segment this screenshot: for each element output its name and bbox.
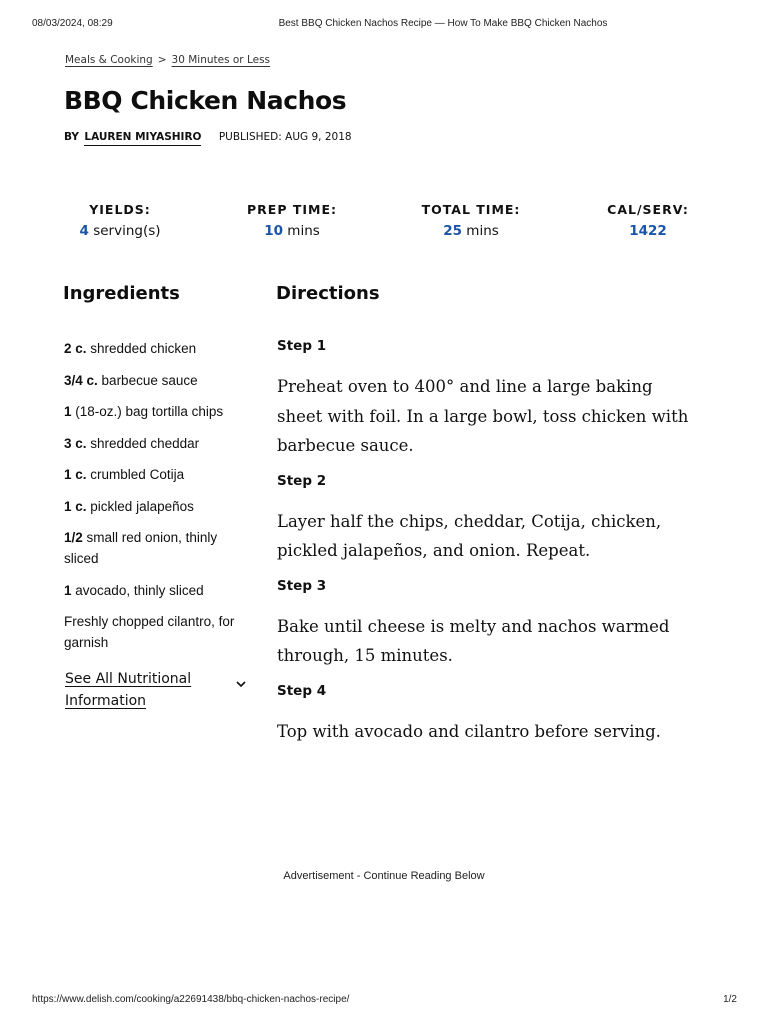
recipe-title: BBQ Chicken Nachos [64,86,347,115]
byline [64,131,352,143]
ingredient-amount: 1 [64,582,72,598]
step-text: Top with avocado and cilantro before serving. [277,721,661,741]
directions-heading: Directions [276,283,380,304]
stat-total-time [401,202,541,239]
by-label: BY [64,131,80,143]
step-label: Step 3 [277,577,327,594]
stat-value: 1422 [629,223,667,239]
author-link[interactable]: LAUREN MIYASHIRO [84,131,201,146]
breadcrumb-30-minutes[interactable]: 30 Minutes or Less [171,54,271,66]
stat-value: 4 [79,223,89,239]
stat-yields [50,202,190,239]
ingredient-text: barbecue sauce [101,372,198,388]
print-datetime: 08/03/2024, 08:29 [32,18,113,29]
breadcrumb [65,54,270,66]
step-text: Bake until cheese is melty and nachos warmed through, 15 minutes. [277,616,670,665]
ingredient-amount: 3 c. [64,435,87,451]
advertisement-label: Advertisement - Continue Reading Below [283,870,485,882]
step-label: Step 2 [277,472,327,489]
ingredient-item [64,580,254,601]
ingredient-amount: 1 c. [64,467,87,482]
ingredient-item [64,370,254,391]
ingredient-amount: 3/4 c. [64,372,98,388]
ingredient-item [64,464,254,485]
ingredient-amount: 1 c. [64,498,87,514]
step-text: Layer half the chips, cheddar, Cotija, chicken, pickled jalapeños, and onion. Repeat. [277,511,662,560]
breadcrumb-meals-cooking[interactable]: Meals & Cooking [65,54,153,66]
stat-value: 10 [264,223,283,239]
print-url: https://www.delish.com/cooking/a22691438/bbq-chicken-nachos-recipe/ [32,994,350,1005]
stat-label: YIELDS: [89,202,151,217]
step-label: Step 1 [277,338,327,354]
ingredient-text: avocado, thinly sliced [75,582,204,598]
nutrition-link[interactable]: See All Nutritional Information [65,671,192,709]
stat-unit: mins [466,223,499,239]
step-text: Preheat oven to 400° and line a large baking sheet with foil. In a large bowl, toss chicken with barbecue sauce. [277,377,689,455]
stat-unit: mins [287,223,320,239]
chevron-down-icon[interactable] [235,678,247,690]
stat-label: CAL/SERV: [607,202,689,217]
ingredient-text: crumbled Cotija [90,467,185,482]
ingredient-item [64,433,254,454]
step-label: Step 4 [277,682,327,699]
directions-list [277,338,702,758]
ingredient-text: shredded chicken [90,341,197,356]
nutrition-toggle[interactable] [65,668,255,712]
ingredients-heading: Ingredients [63,283,180,304]
ingredient-amount: 2 c. [64,341,87,356]
print-page-number: 1/2 [723,994,737,1005]
ingredient-text: shredded cheddar [90,435,200,451]
stat-label: PREP TIME: [247,202,337,217]
stat-prep-time [222,202,362,239]
stat-unit: serving(s) [93,223,161,239]
stat-label: TOTAL TIME: [421,202,521,217]
breadcrumb-separator: > [157,54,167,66]
ingredient-item [64,401,254,422]
ingredient-text: (18-oz.) bag tortilla chips [75,404,224,419]
published-date: PUBLISHED: AUG 9, 2018 [218,131,352,143]
print-page-title: Best BBQ Chicken Nachos Recipe — How To Make BBQ Chicken Nachos [278,18,608,29]
ingredient-text: pickled jalapeños [90,498,194,514]
ingredient-item [64,611,254,653]
ingredient-text: small red onion, thinly sliced [64,530,218,566]
ingredients-list [64,338,254,664]
ingredient-amount: 1 [64,404,72,419]
stat-value: 25 [443,223,462,239]
ingredient-item [64,338,254,359]
stat-calories [578,202,718,239]
ingredient-item [64,527,254,569]
ingredient-amount: 1/2 [64,530,83,545]
ingredient-item [64,496,254,517]
ingredient-text: Freshly chopped cilantro, for garnish [64,614,235,650]
